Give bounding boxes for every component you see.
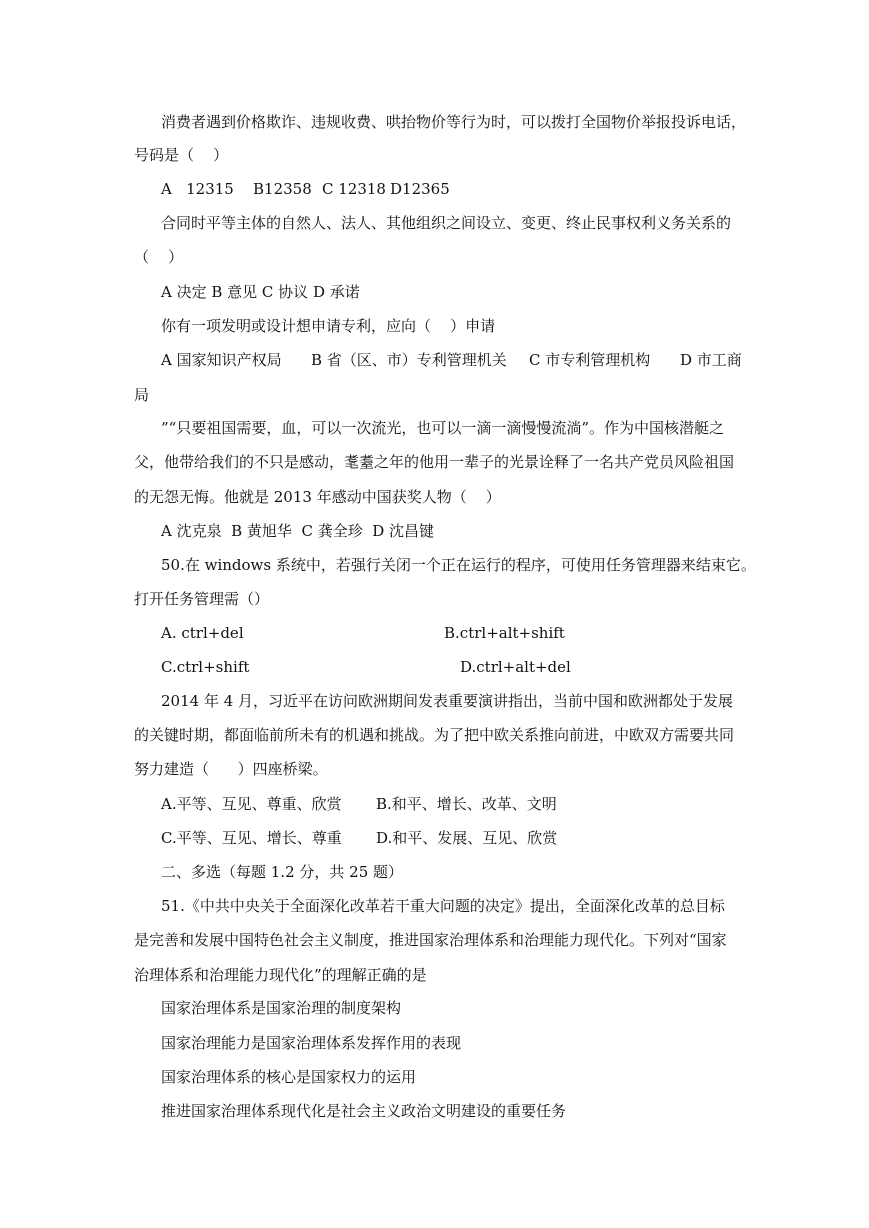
option-c: C.平等、互见、增长、尊重 bbox=[161, 829, 342, 847]
question-51-text-line3: 治理体系和治理能力现代化”的理解正确的是 bbox=[134, 966, 427, 984]
option-a: A.平等、互见、尊重、欣赏 bbox=[161, 795, 342, 813]
question-51-text-line2: 是完善和发展中国特色社会主义制度，推进国家治理体系和治理能力现代化。下列对“国家 bbox=[134, 931, 727, 949]
question-50-text-line2: 打开任务管理需（） bbox=[134, 590, 270, 608]
option-a: A 国家知识产权局 bbox=[161, 351, 282, 369]
question-hotline-text-line2: 号码是（ ） bbox=[134, 146, 229, 164]
question-51-option-3: 国家治理体系的核心是国家权力的运用 bbox=[161, 1068, 417, 1086]
option-b: B 省（区、市）专利管理机关 bbox=[311, 351, 507, 369]
question-bridges-text-line2: 的关键时期，都面临前所未有的机遇和挑战。为了把中欧关系推向前进，中欧双方需要共同 bbox=[134, 726, 735, 744]
question-submarine-text-line1: ”“只要祖国需要，血，可以一次流光，也可以一滴一滴慢慢流淌”。作为中国核潜艇之 bbox=[161, 419, 725, 437]
option-b: B12358 bbox=[253, 180, 312, 198]
option-c: C.ctrl+shift bbox=[161, 658, 250, 676]
option-c: C 市专利管理机构 bbox=[529, 351, 651, 369]
option-d: D.ctrl+alt+del bbox=[460, 658, 571, 676]
question-patent-text: 你有一项发明或设计想申请专利，应向（ ）申请 bbox=[161, 317, 496, 335]
option-a: A 12315 bbox=[161, 180, 234, 198]
question-hotline-text-line1: 消费者遇到价格欺诈、违规收费、哄抬物价等行为时，可以拨打全国物价举报投诉电话， bbox=[161, 113, 747, 131]
option-b: B.ctrl+alt+shift bbox=[444, 624, 565, 642]
question-contract-text-line1: 合同时平等主体的自然人、法人、其他组织之间设立、变更、终止民事权利义务关系的 bbox=[161, 214, 732, 232]
option-b: B.和平、增长、改革、文明 bbox=[376, 795, 557, 813]
question-51-option-4: 推进国家治理体系现代化是社会主义政治文明建设的重要任务 bbox=[161, 1102, 567, 1120]
option-d-continued: 局 bbox=[134, 386, 150, 404]
question-bridges-text-line3: 努力建造（ ）四座桥梁。 bbox=[134, 760, 328, 778]
question-51-text-line1: 51.《中共中央关于全面深化改革若干重大问题的决定》提出，全面深化改革的总目标 bbox=[161, 897, 725, 915]
question-bridges-text-line1: 2014 年 4 月，习近平在访问欧洲期间发表重要演讲指出，当前中国和欧洲都处于发展 bbox=[161, 692, 734, 710]
question-submarine-options: A 沈克泉 B 黄旭华 C 龚全珍 D 沈昌键 bbox=[161, 522, 435, 540]
question-50-text-line1: 50.在 windows 系统中，若强行关闭一个正在运行的程序，可使用任务管理器来结束它。 bbox=[161, 556, 756, 574]
question-contract-options: A 决定 B 意见 C 协议 D 承诺 bbox=[161, 283, 360, 301]
option-d: D 市工商 bbox=[680, 351, 742, 369]
option-d: D.和平、发展、互见、欣赏 bbox=[376, 829, 558, 847]
option-d: D12365 bbox=[390, 180, 450, 198]
section-heading: 二、多选（每题 1.2 分，共 25 题） bbox=[161, 863, 404, 881]
question-submarine-text-line3: 的无怨无悔。他就是 2013 年感动中国获奖人物（ ） bbox=[134, 488, 501, 506]
question-submarine-text-line2: 父，他带给我们的不只是感动，耄耋之年的他用一辈子的光景诠释了一名共产党员风险祖国 bbox=[134, 453, 735, 471]
option-c: C 12318 bbox=[322, 180, 386, 198]
question-contract-text-line2: （ ） bbox=[134, 248, 184, 266]
question-51-option-1: 国家治理体系是国家治理的制度架构 bbox=[161, 999, 402, 1017]
question-51-option-2: 国家治理能力是国家治理体系发挥作用的表现 bbox=[161, 1034, 462, 1052]
option-a: A. ctrl+del bbox=[161, 624, 244, 642]
